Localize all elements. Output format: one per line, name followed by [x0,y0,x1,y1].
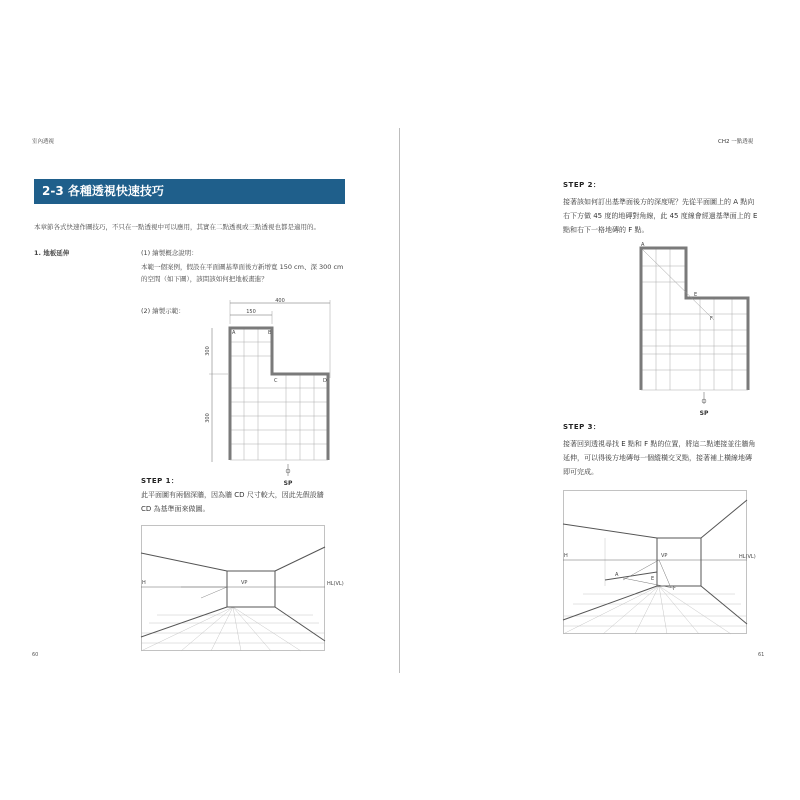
step3-title: STEP 3： [563,423,601,431]
step2-line3: 點和右下一格地磚的 F 點。 [563,226,649,234]
step1-title: STEP 1： [141,477,179,485]
right-floor-plan [636,240,766,416]
plan-sp: SP [283,480,293,487]
book-gutter [399,128,400,673]
section-title: 2-3 各種透視快速技巧 [42,184,164,198]
plan-point-c: C [274,378,278,384]
right-persp-h: H [564,553,568,559]
step3-line3: 即可完成。 [563,468,598,476]
step1-line1: 此平面圖有兩個深牆，因為牆 CD 尺寸較大，因此先假設牆 [141,491,324,499]
right-plan-e: E [694,292,698,298]
right-page-number: 61 [758,652,765,658]
left-floor-plan [200,296,360,486]
step3-line2: 延伸，可以得後方地磚每一個縱橫交叉點，接著補上橫線地磚 [563,454,752,462]
plan-dim-left-top: 300 [205,346,211,356]
item1-line1: 本範一個案例，假設在平面圖基準面後方新增寬 150 cm、深 300 cm [141,263,344,271]
left-page-number: 60 [32,652,39,658]
plan-point-a: A [232,330,236,336]
topic-heading: 1. 地板延伸 [34,249,70,257]
step1-line2: CD 為基準面來做圖。 [141,505,210,513]
plan-point-d: D [323,378,327,384]
right-persp-e: E [651,576,655,582]
section-banner [34,179,345,204]
left-persp-hl: HL(VL) [327,581,344,587]
step2-title: STEP 2： [563,181,601,189]
step3-line1: 接著回到透視尋找 E 點和 F 點的位置，將這二點連接並往牆角 [563,440,756,448]
step2-line2: 右下方做 45 度的地磚對角線，此 45 度線會經過基準面上的 E [563,212,758,220]
right-persp-f: F [673,586,676,592]
right-persp-a: A [615,572,619,578]
plan-point-b: B [268,330,272,336]
left-persp-vp: VP [241,580,248,586]
left-persp-h: H [142,580,146,586]
item1-label: (1) 繪製概念說明： [141,249,198,257]
left-running-head: 室內透視 [32,139,55,145]
right-plan-a: A [641,242,645,248]
right-persp-vp: VP [661,553,668,559]
right-perspective-drawing [563,490,756,634]
step2-line1: 接著該如何訂出基準面後方的深度呢？先從平面圖上的 A 點向 [563,198,755,206]
left-perspective-drawing [141,525,344,651]
intro-text: 本章節各式快速作圖技巧，不只在一點透視中可以應用，其實在二點透視或三點透視也都是適用的。 [34,223,320,231]
item2-label: (2) 繪製示範： [141,307,185,315]
right-plan-sp: SP [699,410,709,417]
plan-dim-left-bottom: 300 [205,413,211,423]
right-plan-f: F [710,316,713,322]
right-running-head: CH2 一點透視 [718,139,754,145]
plan-dim-top: 400 [275,298,285,304]
item1-line2: 的空間（如下圖），該問該如何把地板畫進？ [141,275,268,283]
plan-dim-inner: 150 [246,309,256,315]
right-persp-hl: HL(VL) [739,554,756,560]
